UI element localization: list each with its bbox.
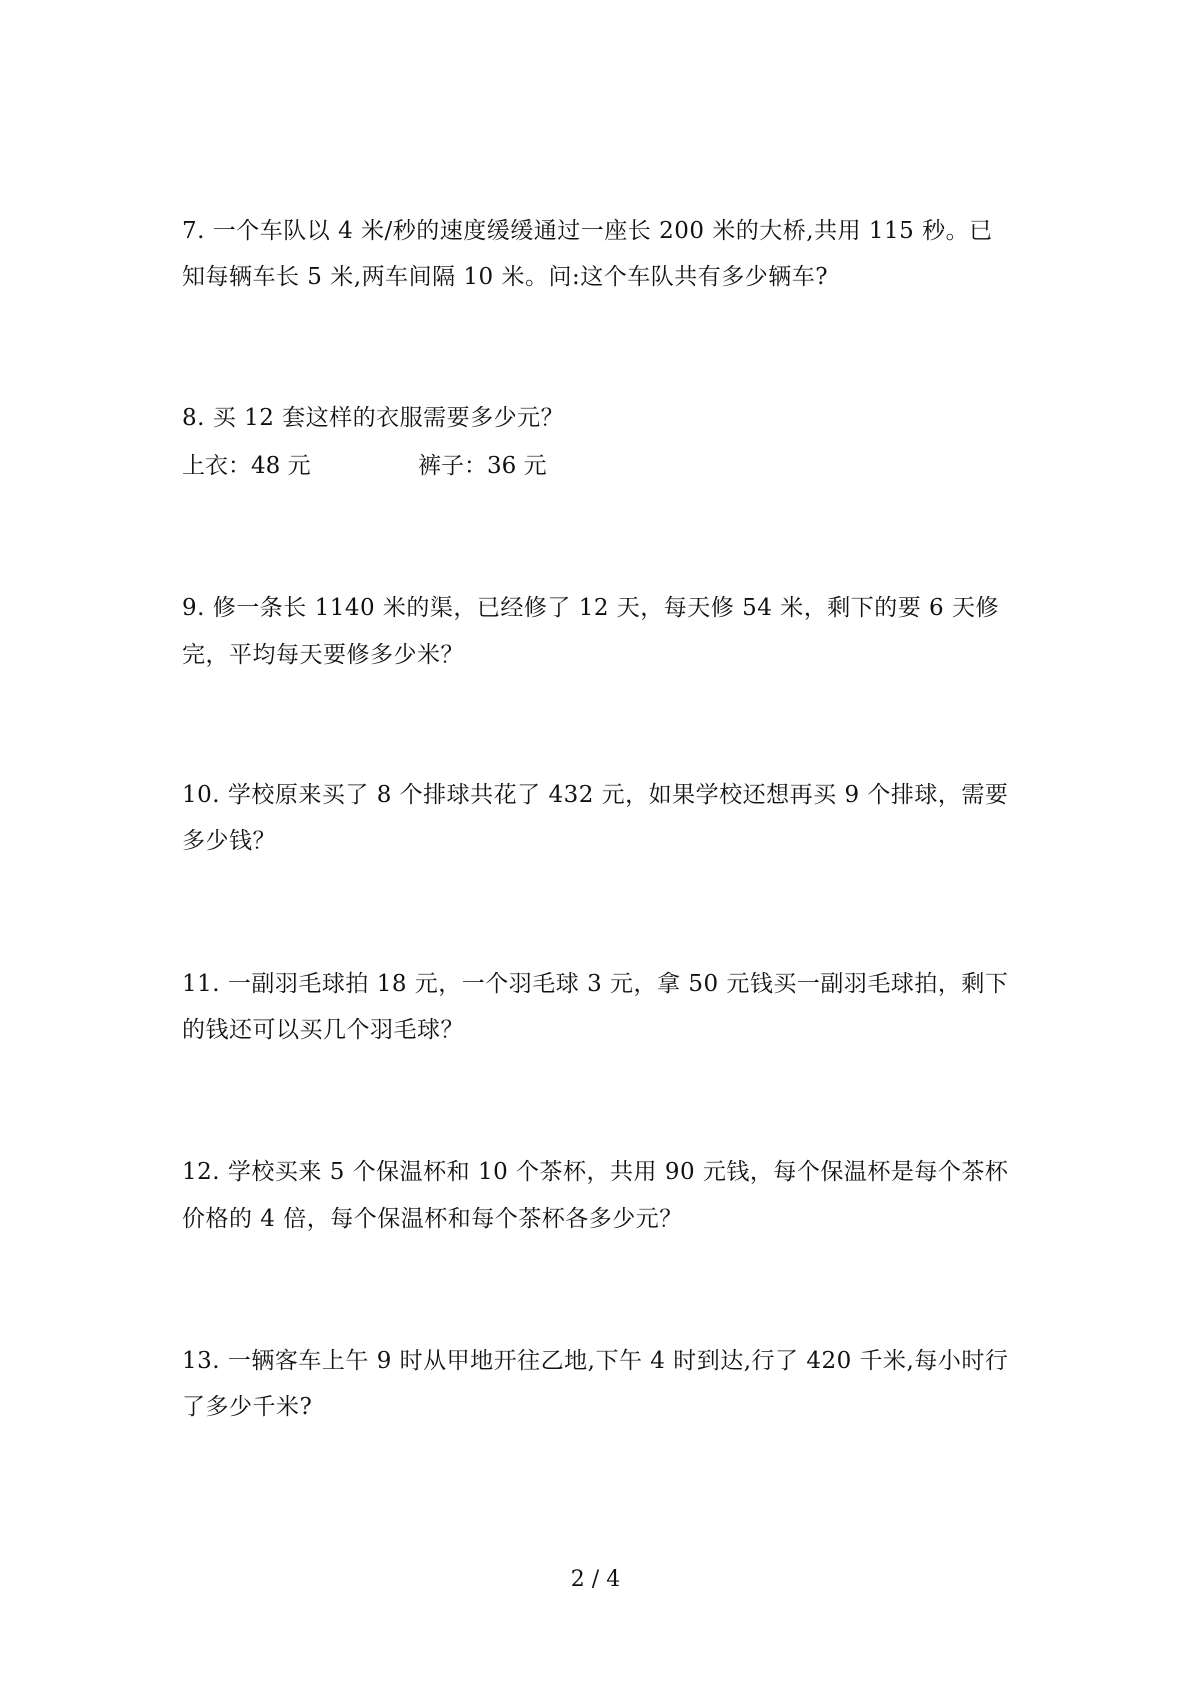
- page-number: 2 / 4: [570, 1567, 621, 1592]
- question-9-line-2: 完，平均每天要修多少米？: [182, 642, 464, 668]
- question-13-line-1: 13. 一辆客车上午 9 时从甲地开往乙地,下午 4 时到达,行了 420 千米,每小时行: [182, 1348, 1009, 1374]
- question-12-line-1: 12. 学校买来 5 个保温杯和 10 个茶杯，共用 90 元钱，每个保温杯是每个茶杯: [182, 1159, 1009, 1185]
- question-10-line-2: 多少钱？: [182, 828, 276, 854]
- question-9-line-1: 9. 修一条长 1140 米的渠，已经修了 12 天，每天修 54 米，剩下的要 6 天修: [182, 595, 999, 621]
- question-7-line-2: 知每辆车长 5 米,两车间隔 10 米。问:这个车队共有多少辆车?: [182, 264, 829, 290]
- pants-price: 裤子：36 元: [418, 453, 547, 479]
- question-7-line-1: 7. 一个车队以 4 米/秒的速度缓缓通过一座长 200 米的大桥,共用 115 秒。已: [182, 218, 993, 244]
- question-13-line-2: 了多少千米?: [182, 1394, 313, 1420]
- question-11-line-2: 的钱还可以买几个羽毛球？: [182, 1017, 464, 1043]
- shirt-price: 上衣：48 元: [182, 453, 311, 479]
- question-12-line-2: 价格的 4 倍，每个保温杯和每个茶杯各多少元？: [182, 1206, 683, 1232]
- question-10-line-1: 10. 学校原来买了 8 个排球共花了 432 元，如果学校还想再买 9 个排球，需要: [182, 782, 1009, 808]
- question-11-line-1: 11. 一副羽毛球拍 18 元，一个羽毛球 3 元，拿 50 元钱买一副羽毛球拍，剩下: [182, 971, 1009, 997]
- question-8-line-1: 8. 买 12 套这样的衣服需要多少元？: [182, 405, 565, 431]
